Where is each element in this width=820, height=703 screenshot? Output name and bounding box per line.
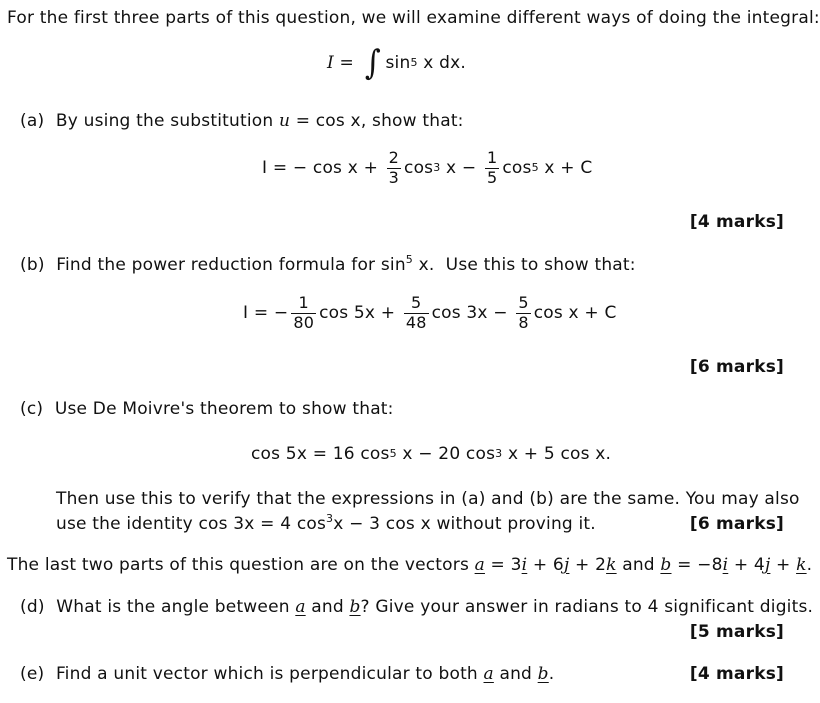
part-c-equation: cos 5x = 16 cos 5 x − 20 cos 3 x + 5 cos x. — [251, 444, 612, 464]
part-c-prompt: (c) Use De Moivre's theorem to show that: — [20, 399, 394, 419]
vectors-intro: The last two parts of this question are on the vectors a = 3i + 6j + 2k and b = −8i + 4j + k. — [7, 555, 813, 575]
part-d-prompt: (d) What is the angle between a and b? Give your answer in radians to 4 significant digits. — [20, 597, 814, 617]
part-d-marks: [5 marks] — [689, 622, 784, 642]
intro-text: For the first three parts of this question, we will examine different ways of doing the integral: — [7, 8, 820, 28]
part-e-label: (e) — [20, 664, 45, 684]
part-d-label: (d) — [20, 597, 45, 617]
part-a-marks: [4 marks] — [689, 212, 784, 232]
part-c-then-line1: Then use this to verify that the expressions in (a) and (b) are the same. You may also — [56, 489, 800, 509]
part-a-prompt: (a) By using the substitution u = cos x, show that: — [20, 111, 464, 131]
part-e-marks: [4 marks] — [689, 664, 784, 684]
part-c-label: (c) — [20, 399, 44, 419]
part-a-label: (a) — [20, 111, 45, 131]
part-b-equation: I = − $\frac{1}{80}$ cos 5x + $\frac{5}{48}$ cos 3x − $\frac{5}{8}$ cos x + C — [243, 293, 617, 332]
integral-equation: I = ∫ sin 5 x dx. — [327, 43, 466, 83]
part-b-marks: [6 marks] — [689, 357, 784, 377]
part-b-prompt: (b) Find the power reduction formula for $\sin^5 x$. Use this to show that: — [20, 253, 636, 275]
integral-sign: ∫ — [364, 43, 381, 83]
part-c-then-line2: use the identity cos 3x = 4 $\cos^3x - 3$ cos x without proving it. — [56, 512, 596, 534]
part-b-label: (b) — [20, 255, 45, 275]
part-c-marks: [6 marks] — [689, 514, 784, 534]
part-a-equation: I = − cos x + $\frac{2}{3}$ cos 3 x − $\frac{1}{5}$ cos 5 x + C — [262, 148, 593, 187]
part-e-prompt: (e) Find a unit vector which is perpendicular to both a and b. — [20, 664, 555, 684]
